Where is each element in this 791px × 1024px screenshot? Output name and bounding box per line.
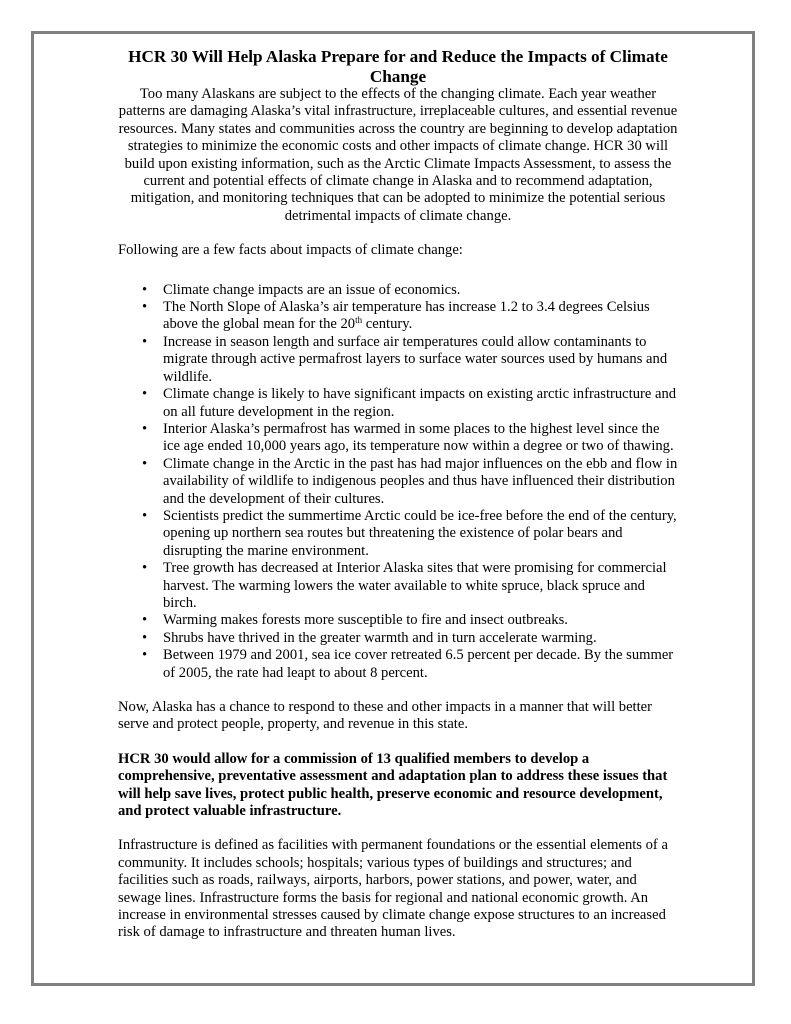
fact-item: • Shrubs have thrived in the greater warmth and in turn accelerate warming. [163, 630, 678, 647]
fact-item: • Climate change impacts are an issue of economics. [163, 282, 678, 299]
fact-item: • Increase in season length and surface air temperatures could allow contaminants to migrate through active permafrost layers to surface water sources used by humans and wildlife. [163, 334, 678, 386]
superscript: th [355, 315, 363, 326]
facts-intro: Following are a few facts about impacts of climate change: [118, 242, 463, 259]
fact-item: • Scientists predict the summertime Arctic could be ice-free before the end of the century, opening up northern sea routes but threatening the existence of polar bears and disrupting the marine environment. [163, 508, 678, 560]
fact-item: • Climate change in the Arctic in the past has had major influences on the ebb and flow in availability of wildlife to indigenous peoples and thus have influenced their distribution and the development of their cultures. [163, 456, 678, 508]
now-paragraph: Now, Alaska has a chance to respond to these and other impacts in a manner that will better serve and protect people, property, and revenue in this state. [118, 699, 652, 733]
fact-item: • Between 1979 and 2001, sea ice cover retreated 6.5 percent per decade. By the summer of 2005, the rate had leapt to about 8 percent. [163, 647, 678, 682]
fact-item: • Climate change is likely to have significant impacts on existing arctic infrastructure and on all future development in the region. [163, 386, 678, 421]
fact-text: century. [362, 316, 413, 333]
fact-text: The North Slope of Alaska’s air temperature has increase 1.2 to 3.4 degrees Celsius above the global mean for the 20 [163, 299, 650, 333]
intro-paragraph: Too many Alaskans are subject to the effects of the changing climate. Each year weather patterns are damaging Alaska’s vital infrastructure, irreplaceable cultures, and essential revenue resources. Many states and communities across the country are beginning to develop adaptation strategies to minimize the economic costs and other impacts of climate change. HCR 30 will build upon existing information, such as the Arctic Climate Impacts Assessment, to assess the current and potential effects of climate change in Alaska and to recommend adaptation, mitigation, and monitoring techniques that can be adopted to minimize the potential serious detrimental impacts of climate change. [118, 86, 678, 224]
fact-item: • Interior Alaska’s permafrost has warmed in some places to the highest level since the ice age ended 10,000 years ago, its temperature now within a degree or two of thawing. [163, 421, 678, 456]
bold-paragraph: HCR 30 would allow for a commission of 13 qualified members to develop a comprehensive, preventative assessment and adaptation plan to address these issues that will help save lives, protect public health, preserve economic and resource development, and protect valuable infrastructure. [118, 750, 668, 820]
document-body [118, 47, 678, 942]
fact-item [163, 299, 678, 334]
document-title: HCR 30 Will Help Alaska Prepare for and Reduce the Impacts of Climate Change [128, 47, 668, 86]
infrastructure-paragraph: Infrastructure is defined as facilities with permanent foundations or the essential elements of a community. It includes schools; hospitals; various types of buildings and structures; and facilities such as roads, railways, airports, harbors, power stations, and power, water, and sewage lines. Infrastructure forms the basis for regional and national economic growth. An increase in environmental stresses caused by climate change expose structures to an increased risk of damage to infrastructure and threaten human lives. [118, 837, 668, 941]
fact-item: • Tree growth has decreased at Interior Alaska sites that were promising for commercial harvest. The warming lowers the water available to white spruce, black spruce and birch. [163, 560, 678, 612]
fact-item: • Warming makes forests more susceptible to fire and insect outbreaks. [163, 612, 678, 629]
facts-list [118, 282, 678, 682]
